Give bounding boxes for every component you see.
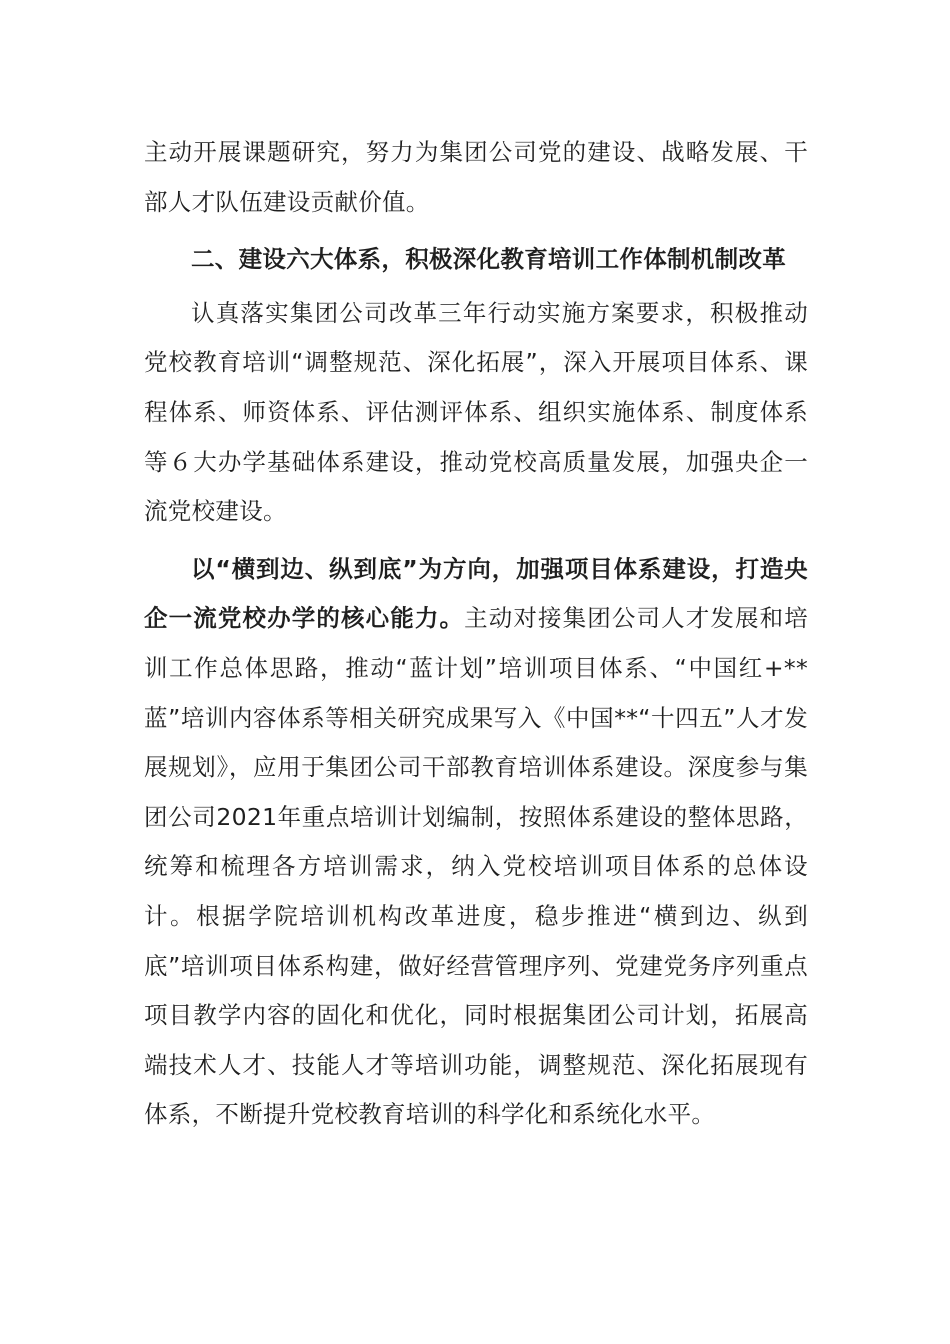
continuation-paragraph: 主动开展课题研究，努力为集团公司党的建设、战略发展、干部人才队伍建设贡献价值。 [144, 138, 808, 216]
paragraph-2 [144, 545, 808, 1140]
paragraph-2-lead: 以“横到边、纵到底”为方向，加强项目体系建设，打造央企一流党校办学的核心能力。 [144, 554, 808, 633]
section-heading: 二、建设六大体系，积极深化教育培训工作体制机制改革 [191, 245, 786, 274]
document-body [144, 128, 808, 1140]
paragraph-2-body: 主动对接集团公司人才发展和培训工作总体思路，推动“蓝计划”培训项目体系、“中国红+**蓝”培训内容体系等相关研究成果写入《中国**“十四五”人才发展规划》，应用于集团公司干部教育培训体系建设。深度参与集团公司2021年重点培训计划编制，按照体系建设的整体思路，统筹和梳理各方培训需求，纳入党校培训项目体系的总体设计。根据学院培训机构改革进度，稳步推进“横到边、纵到底”培训项目体系构建，做好经营管理序列、党建党务序列重点项目教学内容的固化和优化，同时根据集团公司计划，拓展高端技术人才、技能人才等培训功能，调整规范、深化拓展现有体系，不断提升党校教育培训的科学化和系统化水平。 [144, 604, 809, 1129]
paragraph-1: 认真落实集团公司改革三年行动实施方案要求，积极推动党校教育培训“调整规范、深化拓展”，深入开展项目体系、课程体系、师资体系、评估测评体系、组织实施体系、制度体系等６大办学基础体系建设，推动党校高质量发展，加强央企一流党校建设。 [144, 298, 808, 526]
